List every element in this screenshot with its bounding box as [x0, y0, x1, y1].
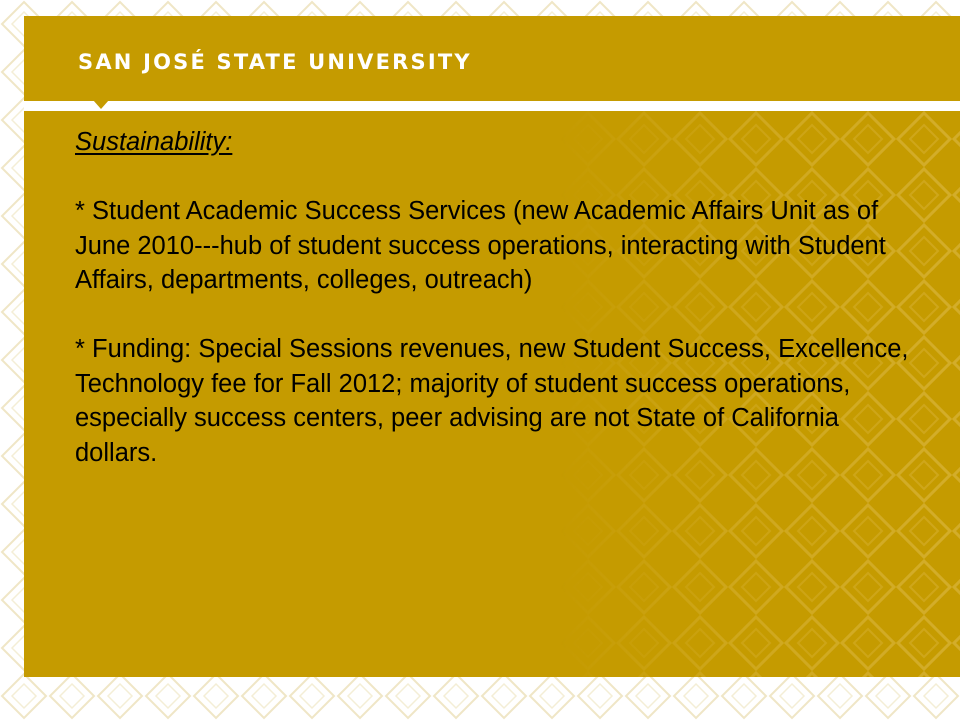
content-panel [24, 111, 960, 677]
slide-body [75, 125, 925, 505]
header-notch-decoration [93, 100, 109, 109]
header-divider [24, 101, 960, 111]
university-wordmark: SAN JOSÉ STATE UNIVERSITY [78, 50, 472, 74]
paragraph-funding: * Funding: Special Sessions revenues, new Student Success, Excellence, Technology fee for Fall 2012; majority of student success operations, especially success centers, peer advising are not State of California dollars. [75, 335, 909, 467]
slide-heading: Sustainability: [75, 128, 233, 156]
paragraph-student-success-services: * Student Academic Success Services (new Academic Affairs Unit as of June 2010---hub of student success operations, interacting with Student Affairs, departments, colleges, outreach) [75, 197, 886, 294]
